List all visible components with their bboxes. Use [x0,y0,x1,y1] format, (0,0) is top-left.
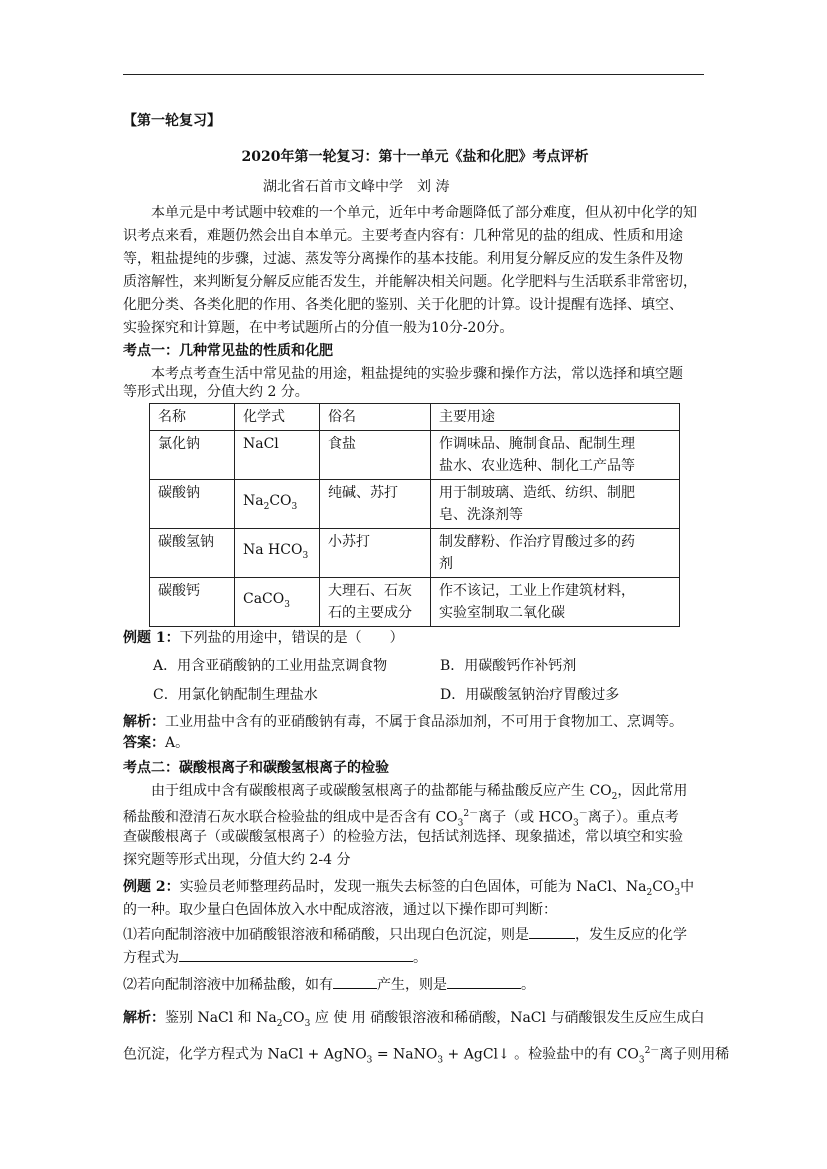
answer-label: 答案： [123,735,165,751]
use-line: 实验室制取二氧化碳 [439,605,565,621]
desc-sup: 2－ [463,809,479,819]
formula-sub: 3 [302,550,309,561]
desc-text: 离子）。重点考 [587,809,679,826]
equation-blank[interactable] [179,947,413,962]
desc-sub: 3 [457,818,464,829]
desc-text: ，因此常用 [617,783,688,799]
use-line: 用于制玻璃、造纸、纺织、制肥 [439,485,635,501]
example-label: 例题 2： [123,879,180,895]
author-line: 湖北省石首市文峰中学 刘 涛 [263,179,450,195]
analysis-text: 应 使 用 硝酸银溶液和稀硝酸，NaCl 与硝酸银发生反应生成白 [310,1010,705,1026]
part-text: 。 [521,977,535,993]
table-header-row [150,404,680,431]
intro-line: 等，粗盐提纯的步骤，过滤、蒸发等分离操作的基本技能。利用复分解反应的发生条件及物 [123,251,683,267]
formula-text: Na HCO [243,542,303,559]
cell-use [431,578,680,627]
analysis-sub: 3 [304,1018,311,1029]
desc-text: 稀盐酸和澄清石灰水联合检验盐的组成中是否含有 CO [123,809,458,826]
intro-line: 化肥分类、各类化肥的作用、各类化肥的鉴别、关于化肥的计算。设计提醒有选择、填空、 [123,297,683,313]
example1-question [123,627,707,649]
example-label: 例题 1： [123,630,180,646]
cell-alias: 食盐 [320,431,431,480]
intro-line: 本单元是中考试题中较难的一个单元，近年中考命题降低了部分难度，但从初中化学的知 [151,205,697,221]
cell-name: 碳酸氢钠 [150,529,235,578]
example-sub: 3 [674,887,681,898]
example2-analysis [123,1040,730,1071]
part-text: ⑴若向配制溶液中加硝酸银溶液和稀硝酸，只出现白色沉淀，则是 [123,927,529,943]
cell-alias: 纯碱、苏打 [320,480,431,529]
part-text: ⑵若向配制溶液中加稀盐酸，如有 [123,977,333,993]
analysis-sub: 3 [437,1055,444,1066]
formula-text: CO [269,493,292,510]
example-text: 实验员老师整理药品时，发现一瓶失去标签的白色固体，可能为 NaCl、Na [179,879,647,895]
formula-text: CaCO [243,591,285,608]
cell-formula [235,480,320,529]
use-line: 作调味品、腌制食品、配制生理 [439,436,635,452]
cell-formula [235,529,320,578]
option-a: A．用含亚硝酸钠的工业用盐烹调食物 [153,658,388,674]
table-header-cell: 主要用途 [431,404,680,431]
example-text: 下列盐的用途中，错误的是（ ） [179,630,404,646]
cell-formula [235,578,320,627]
cell-name: 碳酸钙 [150,578,235,627]
use-line: 作不该记，工业上作建筑材料， [439,583,635,599]
table-row [150,529,680,578]
part-text: 产生，则是 [377,977,447,993]
example2-part1 [123,924,707,946]
part-text: ，发生反应的化学 [575,927,687,943]
example-text: CO [652,879,675,895]
desc-sub: 3 [572,818,579,829]
example1-answer [123,732,707,754]
part-text: 方程式为 [123,950,179,966]
intro-line: 质溶解性，来判断复分解反应能否发生，并能解决相关问题。化学肥料与生活联系非常密切， [123,274,697,290]
formula-text: NaCl [243,436,279,452]
section2-heading: 考点二：碳酸根离子和碳酸氢根离子的检验 [123,760,389,776]
use-line: 皂、洗涤剂等 [439,507,523,523]
example2-part1 [123,947,707,969]
cell-use [431,431,680,480]
example-text: 中 [680,879,695,895]
use-line: 盐水、农业选种、制化工产品等 [439,458,635,474]
page-title: 2020年第一轮复习：第十一单元《盐和化肥》考点评析 [241,149,589,165]
answer-text: A。 [165,735,190,751]
analysis-sub: 3 [366,1055,373,1066]
formula-sub: 3 [284,599,290,610]
table-row [150,480,680,529]
option-b: B．用碳酸钙作补钙剂 [440,658,577,674]
analysis-label: 解析： [123,1010,165,1026]
formula-sub: 3 [291,501,298,512]
section1-desc: 本考点考查生活中常见盐的用途，粗盐提纯的实验步骤和操作方法，常以选择和填空题 [151,366,683,382]
analysis-text: 离子则用稀 [659,1046,730,1063]
cell-alias: 小苏打 [320,529,431,578]
use-line: 制发酵粉、作治疗胃酸过多的药 [439,534,635,550]
table-header-cell: 名称 [150,404,235,431]
section2-desc: 查碳酸根离子（或碳酸氢根离子）的检验方法，包括试剂选择、现象描述，常以填空和实验 [123,829,683,845]
table-header-cell: 化学式 [235,404,320,431]
answer-blank[interactable] [333,974,377,989]
example1-analysis [123,711,707,733]
analysis-text: CO [282,1010,305,1026]
option-c: C．用氯化钠配制生理盐水 [153,687,318,703]
analysis-text: 鉴别 NaCl 和 Na [165,1010,277,1026]
cell-alias: 大理石、石灰石的主要成分 [320,578,431,627]
intro-line: 实验探究和计算题，在中考试题所占的分值一般为10分-20分。 [123,320,514,336]
analysis-sup: 2－ [644,1046,660,1056]
option-d: D．用碳酸氢钠治疗胃酸过多 [440,687,620,703]
desc-sup: － [578,809,588,819]
answer-blank[interactable] [529,924,575,939]
analysis-label: 解析： [123,714,165,730]
desc-text: 由于组成中含有碳酸根离子或碳酸氢根离子的盐都能与稀盐酸反应产生 CO [151,783,612,799]
analysis-text: 色沉淀，化学方程式为 NaCl + AgNO [123,1046,367,1063]
cell-formula [235,431,320,480]
example2-part2 [123,974,707,996]
section2-desc: 探究题等形式出现，分值大约 2-4 分 [123,852,351,868]
cell-name: 碳酸钠 [150,480,235,529]
table-row [150,578,680,627]
header-rule [123,74,704,75]
analysis-text: + AgCl↓ 。检验盐中的有 CO [443,1046,639,1063]
analysis-text: = NaNO [372,1046,438,1063]
cell-use [431,480,680,529]
salt-table [149,403,680,627]
analysis-sub: 2 [276,1018,283,1029]
example-sub: 2 [646,887,653,898]
cell-name: 氯化钠 [150,431,235,480]
section1-heading: 考点一：几种常见盐的性质和化肥 [123,343,333,359]
answer-blank[interactable] [447,974,521,989]
table-row [150,431,680,480]
section1-desc: 等形式出现，分值大约 2 分。 [123,384,309,400]
table-header-cell: 俗名 [320,404,431,431]
desc-text: 离子（或 HCO [478,809,573,826]
example2-analysis [123,1007,707,1035]
intro-line: 识考点来看，难题仍然会出自本单元。主要考查内容有：几种常见的盐的组成、性质和用途 [123,228,683,244]
example2-question: 的一种。取少量白色固体放入水中配成溶液，通过以下操作即可判断： [123,902,557,918]
review-tag: 【第一轮复习】 [123,113,221,129]
use-line: 剂 [439,556,453,572]
formula-sub: 2 [263,501,270,512]
analysis-text: 工业用盐中含有的亚硝酸钠有毒，不属于食品添加剂，不可用于食物加工、烹调等。 [165,714,683,730]
analysis-sub: 3 [638,1055,645,1066]
formula-text: Na [243,493,264,510]
cell-use [431,529,680,578]
part-text: 。 [413,950,427,966]
desc-sub: 2 [611,791,618,802]
